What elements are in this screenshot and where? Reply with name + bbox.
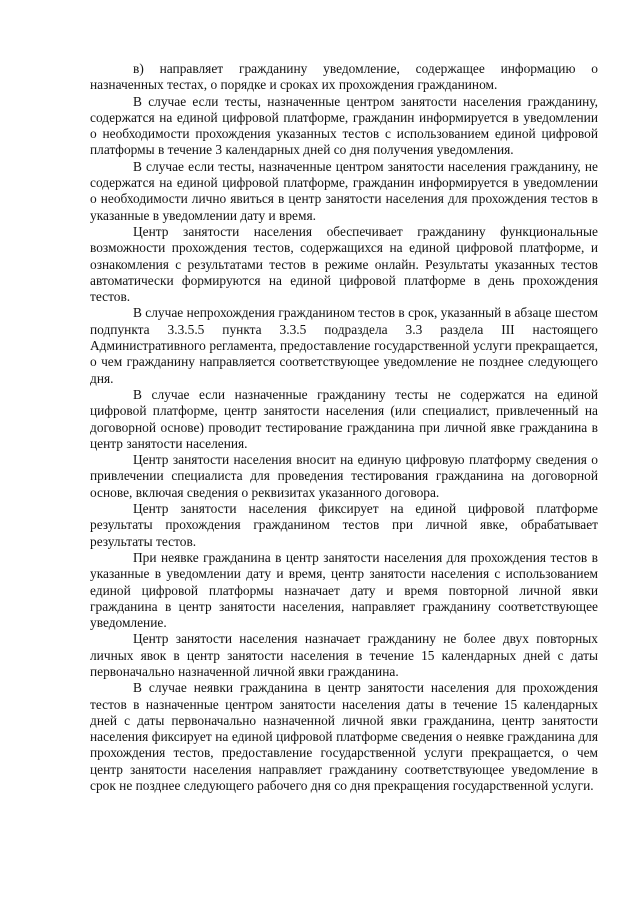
paragraph-9: При неявке гражданина в центр занятости населения для прохождения тестов в указанные в уведомлении дату и время, центр занятости населения с использованием единой цифровой платформы назначает дату и время повторной личной явки гражданина в центр занятости населения, направляет гражданину соответствующее уведомление. (90, 549, 598, 631)
paragraph-8: Центр занятости населения фиксирует на единой цифровой платформе результаты прохождения гражданином тестов при личной явке, обрабатывает результаты тестов. (90, 501, 598, 549)
paragraph-11: В случае неявки гражданина в центр занятости населения для прохождения тестов в назначенные центром занятости населения даты в течение 15 календарных дней с даты первоначально назначенной личной явки гражданина, центр занятости населения фиксирует на единой цифровой платформе сведения о неявке гражданина для прохождения тестов, предоставление государственной услуги прекращается, о чем центр занятости населения направляет гражданину соответствующее уведомление в срок не позднее следующего рабочего дня со дня прекращения государственной услуги. (90, 680, 598, 794)
paragraph-3: В случае если тесты, назначенные центром занятости населения гражданину, не содержатся на единой цифровой платформе, гражданин информируется в уведомлении о необходимости лично явиться в центр занятости населения для прохождения тестов в указанные в уведомлении дату и время. (90, 158, 598, 223)
paragraph-4: Центр занятости населения обеспечивает гражданину функциональные возможности прохождения тестов, содержащихся на единой цифровой платформе, и ознакомления с результатами тестов в режиме онлайн. Результаты указанных тестов автоматически формируются на единой цифровой платформе в день прохождения тестов. (90, 223, 598, 305)
paragraph-2: В случае если тесты, назначенные центром занятости населения гражданину, содержатся на единой цифровой платформе, гражданин информируется в уведомлении о необходимости прохождения указанных тестов с использованием единой цифровой платформы в течение 3 календарных дней со дня получения уведомления. (90, 93, 598, 158)
paragraph-10: Центр занятости населения назначает гражданину не более двух повторных личных явок в центр занятости населения в течение 15 календарных дней с даты первоначально назначенной личной явки гражданина. (90, 631, 598, 679)
paragraph-5: В случае непрохождения гражданином тестов в срок, указанный в абзаце шестом подпункта 3.3.5.5 пункта 3.3.5 подраздела 3.3 раздела III настоящего Административного регламента, предоставление государственной услуги прекращается, о чем гражданину направляется соответствующее уведомление не позднее следующего дня. (90, 305, 598, 386)
paragraph-1: в) направляет гражданину уведомление, содержащее информацию о назначенных тестах, о порядке и сроках их прохождения гражданином. (90, 61, 598, 93)
paragraph-6: В случае если назначенные гражданину тесты не содержатся на единой цифровой платформе, центр занятости населения (или специалист, привлеченный на договорной основе) проводит тестирование гражданина при личной явке гражданина в центр занятости населения. (90, 386, 598, 451)
paragraph-7: Центр занятости населения вносит на единую цифровую платформу сведения о привлечении специалиста для проведения тестирования гражданина на договорной основе, включая сведения о реквизитах указанного договора. (90, 452, 598, 500)
